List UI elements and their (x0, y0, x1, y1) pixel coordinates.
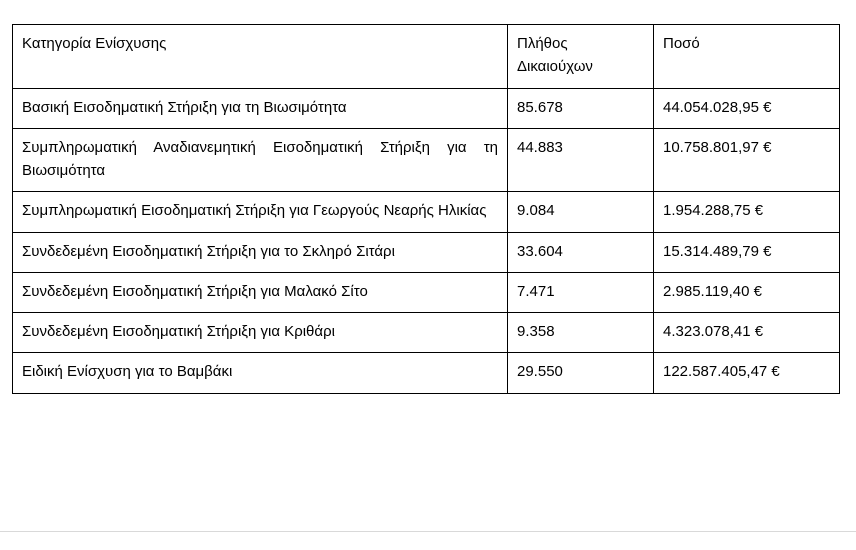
table-row (13, 192, 840, 232)
column-header-beneficiaries-label-line1: Πλήθος (517, 35, 568, 52)
table-body (13, 88, 840, 393)
table-row (13, 128, 840, 192)
table-row (13, 232, 840, 272)
cell-category: Συμπληρωματική Εισοδηματική Στήριξη για Γεωργούς Νεαρής Ηλικίας (13, 192, 508, 232)
cell-category: Βασική Εισοδηματική Στήριξη για τη Βιωσιμότητα (13, 88, 508, 128)
cell-beneficiaries: 7.471 (508, 272, 654, 312)
aid-summary-table (12, 24, 840, 394)
column-header-amount-label: Ποσό (663, 35, 700, 52)
cell-category: Συμπληρωματική Αναδιανεμητική Εισοδηματική Στήριξη για τη Βιωσιμότητα (13, 128, 508, 192)
table-header (13, 25, 840, 89)
cell-beneficiaries: 9.358 (508, 313, 654, 353)
column-header-beneficiaries (508, 25, 654, 89)
cell-category: Συνδεδεμένη Εισοδηματική Στήριξη για Μαλακό Σίτο (13, 272, 508, 312)
column-header-category (13, 25, 508, 89)
table-row (13, 353, 840, 393)
column-header-category-label: Κατηγορία Ενίσχυσης (22, 35, 167, 52)
cell-beneficiaries: 9.084 (508, 192, 654, 232)
table-header-row (13, 25, 840, 89)
cell-beneficiaries: 85.678 (508, 88, 654, 128)
cell-category: Ειδική Ενίσχυση για το Βαμβάκι (13, 353, 508, 393)
page-divider (0, 531, 856, 532)
aid-table-container (12, 24, 839, 394)
cell-amount: 10.758.801,97 € (654, 128, 840, 192)
cell-amount: 122.587.405,47 € (654, 353, 840, 393)
cell-amount: 2.985.119,40 € (654, 272, 840, 312)
column-header-beneficiaries-label-line2: Δικαιούχων (517, 58, 593, 76)
table-row (13, 88, 840, 128)
cell-beneficiaries: 33.604 (508, 232, 654, 272)
column-header-amount (654, 25, 840, 89)
cell-amount: 4.323.078,41 € (654, 313, 840, 353)
cell-beneficiaries: 29.550 (508, 353, 654, 393)
cell-beneficiaries: 44.883 (508, 128, 654, 192)
cell-amount: 44.054.028,95 € (654, 88, 840, 128)
table-row (13, 272, 840, 312)
table-row (13, 313, 840, 353)
cell-amount: 15.314.489,79 € (654, 232, 840, 272)
cell-category: Συνδεδεμένη Εισοδηματική Στήριξη για το Σκληρό Σιτάρι (13, 232, 508, 272)
cell-category: Συνδεδεμένη Εισοδηματική Στήριξη για Κριθάρι (13, 313, 508, 353)
cell-amount: 1.954.288,75 € (654, 192, 840, 232)
